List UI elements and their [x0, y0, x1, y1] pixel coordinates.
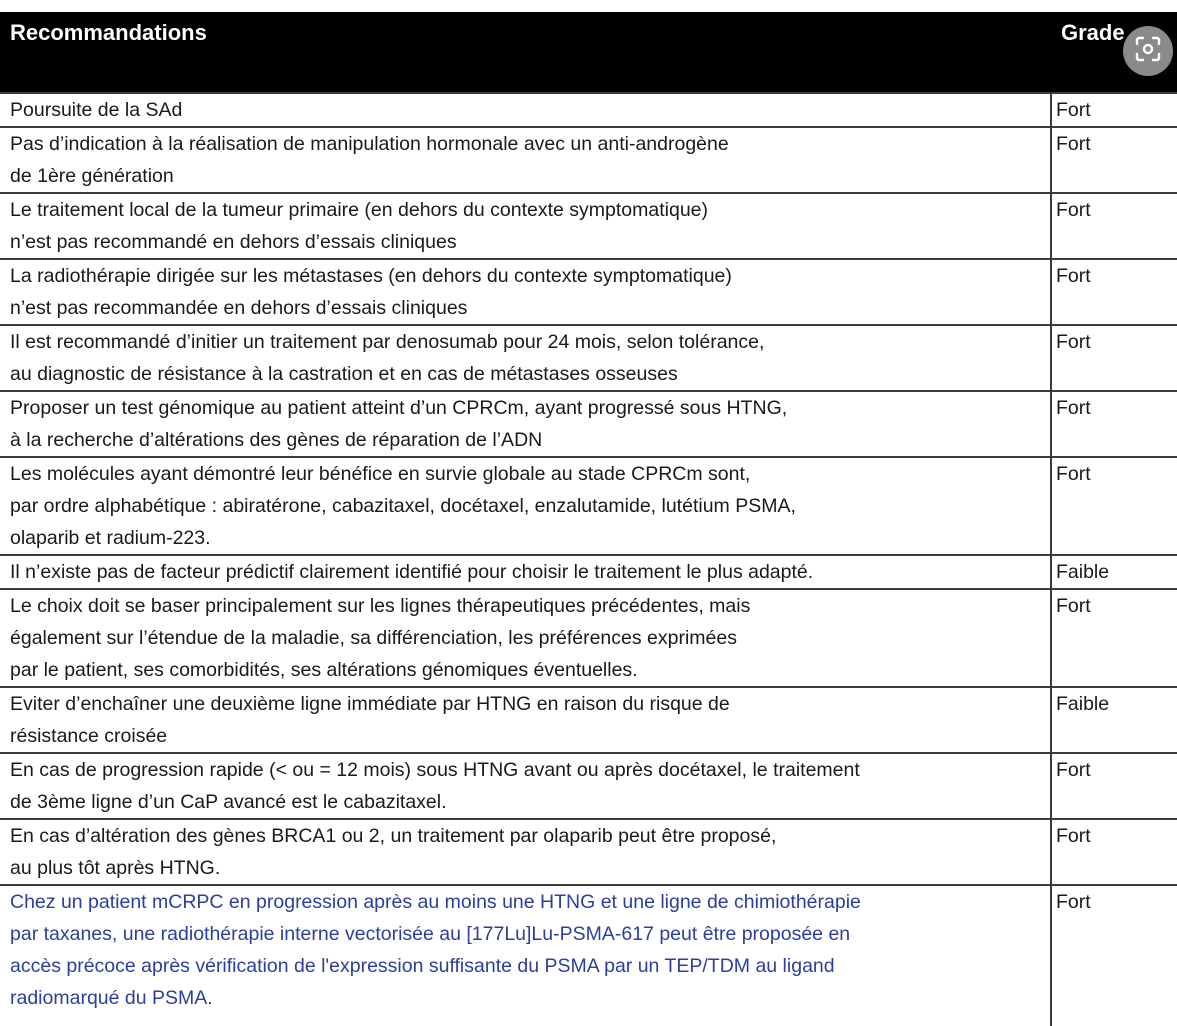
grade-value: Faible	[1051, 555, 1177, 589]
table-row	[0, 753, 1177, 819]
recommendation-text: Chez un patient mCRPC en progression après au moins une HTNG et une ligne de chimiothérapie par taxanes, une radiothérapie interne vectorisée au [177Lu]Lu-PSMA-617 peut être proposée en accès précoce après vérification de l'expression suffisante du PSMA par un TEP/TDM au ligand radiomarqué du PSMA.	[0, 885, 1051, 1026]
live-text-scan-icon	[1134, 35, 1162, 68]
recommendation-text: Proposer un test génomique au patient atteint d’un CPRCm, ayant progressé sous HTNG, à la recherche d’altérations des gènes de réparation de l’ADN	[0, 391, 1051, 457]
table-row	[0, 391, 1177, 457]
grade-value: Fort	[1051, 127, 1177, 193]
recommendations-page	[0, 12, 1177, 1026]
table-header-row	[0, 12, 1177, 93]
grade-value: Fort	[1051, 93, 1177, 127]
grade-value: Fort	[1051, 259, 1177, 325]
grade-value: Fort	[1051, 457, 1177, 555]
recommendation-text: Eviter d’enchaîner une deuxième ligne immédiate par HTNG en raison du risque de résistance croisée	[0, 687, 1051, 753]
recommendations-table	[0, 12, 1177, 1026]
table-row	[0, 457, 1177, 555]
grade-value: Faible	[1051, 687, 1177, 753]
recommendation-text: Le traitement local de la tumeur primaire (en dehors du contexte symptomatique) n’est pas recommandé en dehors d’essais cliniques	[0, 193, 1051, 259]
table-row	[0, 687, 1177, 753]
table-row	[0, 127, 1177, 193]
recommendation-text: Le choix doit se baser principalement sur les lignes thérapeutiques précédentes, mais également sur l’étendue de la maladie, sa différenciation, les préférences exprimées par le patient, ses comorbidités, ses altérations génomiques éventuelles.	[0, 589, 1051, 687]
table-row	[0, 93, 1177, 127]
table-row	[0, 819, 1177, 885]
grade-value: Fort	[1051, 885, 1177, 1026]
recommendation-text: Pas d’indication à la réalisation de manipulation hormonale avec un anti-androgène de 1ère génération	[0, 127, 1051, 193]
grade-value: Fort	[1051, 193, 1177, 259]
table-row-highlighted	[0, 885, 1177, 1026]
recommendation-text: Les molécules ayant démontré leur bénéfice en survie globale au stade CPRCm sont, par ordre alphabétique : abiratérone, cabazitaxel, docétaxel, enzalutamide, lutétium PSMA, olaparib et radium-223.	[0, 457, 1051, 555]
recommendation-text: La radiothérapie dirigée sur les métastases (en dehors du contexte symptomatique) n’est pas recommandée en dehors d’essais cliniques	[0, 259, 1051, 325]
recommendation-text: Il est recommandé d’initier un traitement par denosumab pour 24 mois, selon tolérance, au diagnostic de résistance à la castration et en cas de métastases osseuses	[0, 325, 1051, 391]
header-grade: Grade	[1051, 12, 1177, 93]
recommendation-text: En cas de progression rapide (< ou = 12 mois) sous HTNG avant ou après docétaxel, le traitement de 3ème ligne d’un CaP avancé est le cabazitaxel.	[0, 753, 1051, 819]
table-row	[0, 193, 1177, 259]
grade-value: Fort	[1051, 325, 1177, 391]
recommendation-text: Poursuite de la SAd	[0, 93, 1051, 127]
grade-value: Fort	[1051, 819, 1177, 885]
table-row	[0, 259, 1177, 325]
recommendation-text: En cas d’altération des gènes BRCA1 ou 2, un traitement par olaparib peut être proposé, au plus tôt après HTNG.	[0, 819, 1051, 885]
live-text-button[interactable]	[1123, 26, 1173, 76]
grade-value: Fort	[1051, 753, 1177, 819]
grade-value: Fort	[1051, 589, 1177, 687]
table-row	[0, 325, 1177, 391]
table-row	[0, 589, 1177, 687]
table-row	[0, 555, 1177, 589]
header-recommendations: Recommandations	[0, 12, 1051, 93]
grade-value: Fort	[1051, 391, 1177, 457]
recommendation-text: Il n’existe pas de facteur prédictif clairement identifié pour choisir le traitement le plus adapté.	[0, 555, 1051, 589]
